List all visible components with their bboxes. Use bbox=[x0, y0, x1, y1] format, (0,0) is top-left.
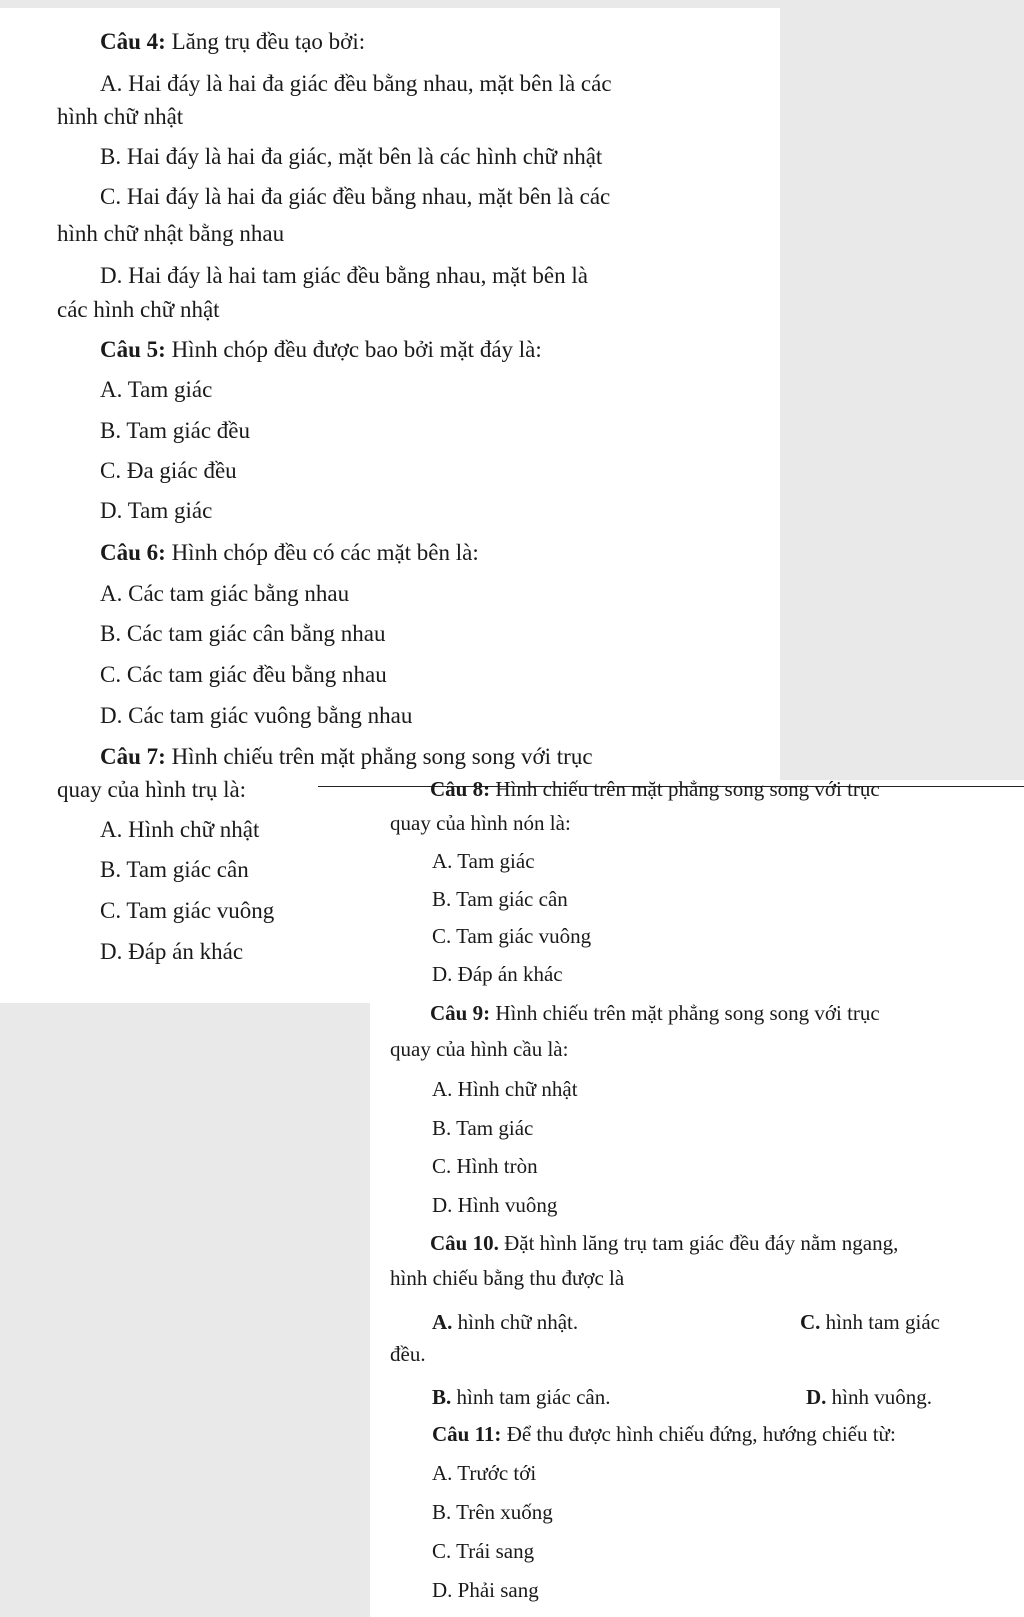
q11-option-a: A. Trước tới bbox=[432, 1461, 537, 1485]
q4-option-a: A. Hai đáy là hai đa giác đều bằng nhau, mặt bên là các bbox=[100, 71, 612, 96]
q10-option-b: B. hình tam giác cân. bbox=[432, 1385, 611, 1409]
q6-option-b: B. Các tam giác cân bằng nhau bbox=[100, 621, 386, 646]
q9-option-c: C. Hình tròn bbox=[432, 1154, 538, 1178]
q4-option-c-cont: hình chữ nhật bằng nhau bbox=[57, 221, 285, 246]
q5-option-d: D. Tam giác bbox=[100, 498, 213, 523]
q7-option-d: D. Đáp án khác bbox=[100, 939, 244, 964]
q7-option-c: C. Tam giác vuông bbox=[100, 898, 275, 923]
q10-option-a: A. hình chữ nhật. bbox=[432, 1310, 579, 1334]
q7-option-b: B. Tam giác cân bbox=[100, 857, 249, 882]
q8-option-b: B. Tam giác cân bbox=[432, 887, 568, 911]
q9-title: Câu 9: Hình chiếu trên mặt phẳng song song với trục bbox=[430, 1001, 880, 1025]
q9-option-d: D. Hình vuông bbox=[432, 1193, 558, 1217]
q10-option-d: D. hình vuông. bbox=[806, 1385, 933, 1409]
q5-title: Câu 5: Hình chóp đều được bao bởi mặt đáy là: bbox=[100, 337, 542, 362]
q5-option-a: A. Tam giác bbox=[100, 377, 213, 402]
q6-option-c: C. Các tam giác đều bằng nhau bbox=[100, 662, 387, 687]
q4-option-d: D. Hai đáy là hai tam giác đều bằng nhau, mặt bên là bbox=[100, 263, 588, 288]
q10-title: Câu 10. Đặt hình lăng trụ tam giác đều đáy nằm ngang, bbox=[430, 1231, 899, 1255]
q5-option-b: B. Tam giác đều bbox=[100, 418, 250, 443]
q11-option-d: D. Phải sang bbox=[432, 1578, 539, 1602]
q4-option-b: B. Hai đáy là hai đa giác, mặt bên là các hình chữ nhật bbox=[100, 144, 603, 169]
q7-title-cont: quay của hình trụ là: bbox=[57, 777, 247, 802]
q11-option-b: B. Trên xuống bbox=[432, 1500, 553, 1524]
q6-option-d: D. Các tam giác vuông bằng nhau bbox=[100, 703, 413, 728]
q5-option-c: C. Đa giác đều bbox=[100, 458, 237, 483]
q11-option-c: C. Trái sang bbox=[432, 1539, 535, 1563]
q10-option-c-cont: đều. bbox=[390, 1342, 426, 1366]
q9-title-cont: quay của hình cầu là: bbox=[390, 1037, 569, 1061]
q11-title: Câu 11: Để thu được hình chiếu đứng, hướng chiếu từ: bbox=[432, 1422, 896, 1446]
q10-title-cont: hình chiếu bằng thu được là bbox=[390, 1266, 625, 1290]
q7-option-a: A. Hình chữ nhật bbox=[100, 817, 260, 842]
q6-option-a: A. Các tam giác bằng nhau bbox=[100, 581, 350, 606]
q6-title: Câu 6: Hình chóp đều có các mặt bên là: bbox=[100, 540, 479, 565]
q9-option-b: B. Tam giác bbox=[432, 1116, 534, 1140]
q7-title: Câu 7: Hình chiếu trên mặt phẳng song song với trục bbox=[100, 744, 593, 769]
q4-option-d-cont: các hình chữ nhật bbox=[57, 297, 220, 322]
q10-option-c: C. hình tam giác bbox=[800, 1310, 940, 1334]
q8-option-a: A. Tam giác bbox=[432, 849, 535, 873]
q8-title: Câu 8: Hình chiếu trên mặt phẳng song song với trục bbox=[430, 777, 880, 801]
q8-option-d: D. Đáp án khác bbox=[432, 962, 563, 986]
q8-title-cont: quay của hình nón là: bbox=[390, 811, 571, 835]
q4-option-c: C. Hai đáy là hai đa giác đều bằng nhau, mặt bên là các bbox=[100, 184, 611, 209]
q4-option-a-cont: hình chữ nhật bbox=[57, 104, 184, 129]
q9-option-a: A. Hình chữ nhật bbox=[432, 1077, 578, 1101]
q8-option-c: C. Tam giác vuông bbox=[432, 924, 592, 948]
q4-title: Câu 4: Lăng trụ đều tạo bởi: bbox=[100, 29, 366, 54]
